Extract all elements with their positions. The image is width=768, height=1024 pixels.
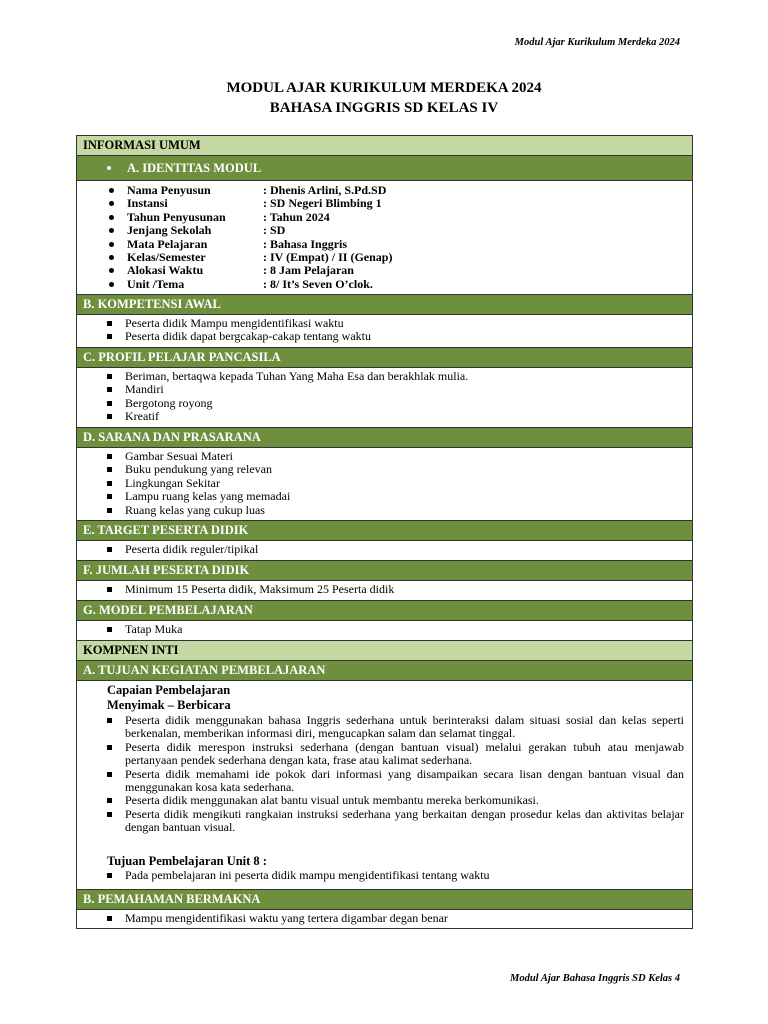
- profil-list: [107, 370, 684, 424]
- list-item: Ruang kelas yang cukup luas: [107, 504, 684, 517]
- model-content: [77, 621, 692, 641]
- bullet-icon: [107, 166, 111, 170]
- sarana-content: [77, 448, 692, 521]
- target-list: [107, 543, 684, 556]
- section-pemahaman-bermakna: B. PEMAHAMAN BERMAKNA: [77, 890, 692, 910]
- list-item: Peserta didik Mampu mengidentifikasi waktu: [107, 317, 684, 330]
- list-item: Pada pembelajaran ini peserta didik mampu mengidentifikasi tentang waktu: [107, 869, 684, 882]
- identitas-content: [77, 181, 692, 295]
- list-item: Peserta didik memahami ide pokok dari informasi yang disampaikan secara lisan dengan bantuan visual dan menggunakan kosa kata sederhana.: [107, 768, 684, 795]
- identitas-item: Alokasi Waktu : 8 Jam Pelajaran: [107, 264, 684, 277]
- list-item: Peserta didik menggunakan alat bantu visual untuk membantu mereka berkomunikasi.: [107, 794, 684, 807]
- list-item: Mandiri: [107, 383, 684, 396]
- identitas-item: Instansi : SD Negeri Blimbing 1: [107, 197, 684, 210]
- identitas-item: Tahun Penyusunan : Tahun 2024: [107, 211, 684, 224]
- list-item: Peserta didik merespon instruksi sederhana (dengan bantuan visual) melalui gerakan tubuh atau menjawab pertanyaan pendek sederhana dengan kata, frase atau kalimat sederhana.: [107, 741, 684, 768]
- tujuan-content: [77, 681, 692, 890]
- running-header: Modul Ajar Kurikulum Merdeka 2024: [514, 37, 680, 48]
- list-item: Peserta didik menggunakan bahasa Inggris sederhana untuk berinteraksi dalam situasi sosial dan kelas seperti berkenalan, memberikan informasi diri, mengucapkan salam dan selamat tinggal.: [107, 714, 684, 741]
- tujuan-unit-title: Tujuan Pembelajaran Unit 8 :: [107, 853, 267, 868]
- running-footer: Modul Ajar Bahasa Inggris SD Kelas 4: [510, 973, 680, 984]
- identitas-item: Unit /Tema : 8/ It’s Seven O’clok.: [107, 278, 684, 291]
- list-item: Kreatif: [107, 410, 684, 423]
- list-item: Beriman, bertaqwa kepada Tuhan Yang Maha Esa dan berakhlak mulia.: [107, 370, 684, 383]
- title-line-1: MODUL AJAR KURIKULUM MERDEKA 2024: [226, 80, 542, 96]
- kompetensi-content: [77, 315, 692, 348]
- section-target-peserta: E. TARGET PESERTA DIDIK: [77, 521, 692, 541]
- list-item: Buku pendukung yang relevan: [107, 463, 684, 476]
- identitas-item: Kelas/Semester : IV (Empat) / II (Genap): [107, 251, 684, 264]
- section-informasi-umum: INFORMASI UMUM: [77, 136, 692, 156]
- document-title: [0, 78, 768, 118]
- model-list: [107, 623, 684, 636]
- list-item: Peserta didik dapat bergcakap-cakap tentang waktu: [107, 330, 684, 343]
- module-table: [76, 135, 693, 929]
- capaian-list: [107, 714, 684, 835]
- list-item: Lampu ruang kelas yang memadai: [107, 490, 684, 503]
- section-kompnen-inti: KOMPNEN INTI: [77, 641, 692, 661]
- section-sarana-prasarana: D. SARANA DAN PRASARANA: [77, 428, 692, 448]
- section-identitas-label: A. IDENTITAS MODUL: [127, 160, 262, 175]
- profil-content: [77, 368, 692, 428]
- title-line-2: BAHASA INGGRIS SD KELAS IV: [269, 100, 499, 116]
- pemahaman-content: [77, 910, 692, 929]
- list-item: Bergotong royong: [107, 397, 684, 410]
- jumlah-list: [107, 583, 684, 596]
- identitas-item: Nama Penyusun : Dhenis Arlini, S.Pd.SD: [107, 184, 684, 197]
- identitas-list: [107, 184, 684, 291]
- sarana-list: [107, 450, 684, 517]
- list-item: Tatap Muka: [107, 623, 684, 636]
- menyimak-title: Menyimak – Berbicara: [107, 698, 231, 712]
- list-item: Minimum 15 Peserta didik, Maksimum 25 Peserta didik: [107, 583, 684, 596]
- list-item: Peserta didik mengikuti rangkaian instruksi sederhana yang berkaitan dengan prosedur kelas dan aktivitas belajar dengan bantuan visual.: [107, 808, 684, 835]
- target-content: [77, 541, 692, 561]
- section-jumlah-peserta: F. JUMLAH PESERTA DIDIK: [77, 561, 692, 581]
- list-item: Gambar Sesuai Materi: [107, 450, 684, 463]
- section-identitas-modul: [77, 156, 692, 181]
- kompetensi-list: [107, 317, 684, 344]
- tujuan-unit-list: [107, 869, 684, 882]
- section-kompetensi-awal: B. KOMPETENSI AWAL: [77, 295, 692, 315]
- list-item: Peserta didik reguler/tipikal: [107, 543, 684, 556]
- identitas-item: Jenjang Sekolah : SD: [107, 224, 684, 237]
- section-tujuan-kegiatan: A. TUJUAN KEGIATAN PEMBELAJARAN: [77, 661, 692, 681]
- jumlah-content: [77, 581, 692, 601]
- capaian-title: Capaian Pembelajaran: [107, 683, 231, 697]
- list-item: Mampu mengidentifikasi waktu yang tertera digambar degan benar: [107, 912, 684, 925]
- list-item: Lingkungan Sekitar: [107, 477, 684, 490]
- section-model-pembelajaran: G. MODEL PEMBELAJARAN: [77, 601, 692, 621]
- section-profil-pelajar: C. PROFIL PELAJAR PANCASILA: [77, 348, 692, 368]
- identitas-item: Mata Pelajaran : Bahasa Inggris: [107, 238, 684, 251]
- pemahaman-list: [107, 912, 684, 925]
